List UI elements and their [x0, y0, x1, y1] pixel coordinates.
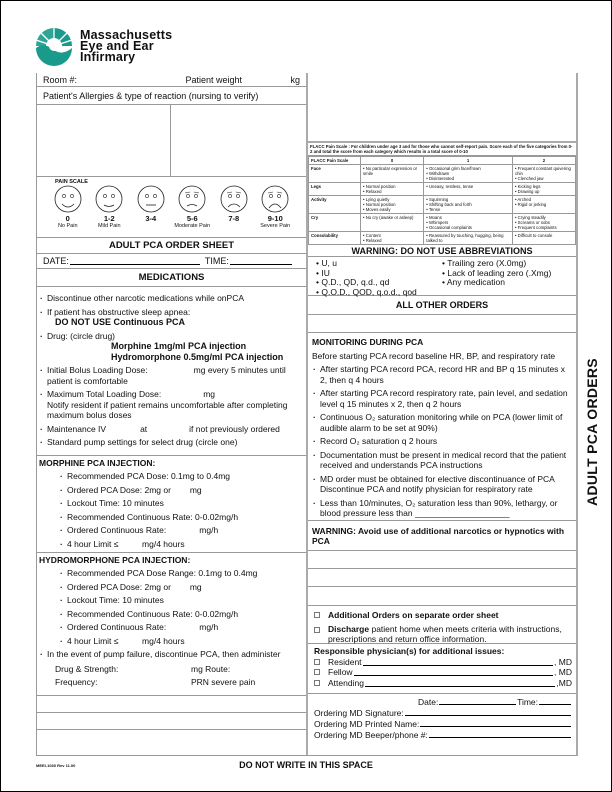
- face-icon: [261, 185, 289, 213]
- pain-face-number: 1-2: [103, 214, 115, 223]
- flacc-descriptor: • Relaxed: [363, 238, 421, 243]
- time-field[interactable]: [230, 257, 292, 265]
- prn-label: PRN severe pain: [191, 676, 256, 687]
- physician-role: Fellow: [328, 667, 353, 677]
- flacc-cell: [424, 232, 513, 245]
- beeper-field[interactable]: [429, 730, 571, 738]
- pain-face: [216, 185, 252, 230]
- additional-orders-label: Additional Orders on separate order sheet: [328, 610, 499, 620]
- blank-row-r3[interactable]: [308, 587, 576, 606]
- flacc-header-row: [309, 157, 576, 165]
- drug-hydromorphone[interactable]: Hydromorphone 0.5mg/ml PCA injection: [111, 351, 284, 362]
- flacc-descriptor: • Moves easily: [363, 207, 421, 212]
- hydromorphone-item: · 4 hour Limit ≤ mg/4 hours: [59, 636, 304, 647]
- flacc-category: Face: [309, 165, 361, 183]
- morphine-item: · Ordered Continuous Rate: mg/h: [59, 525, 304, 536]
- pain-scale-title: PAIN SCALE: [55, 179, 88, 185]
- flacc-cell: [424, 196, 513, 214]
- flacc-cell: [361, 214, 424, 232]
- signature-section: [308, 694, 576, 741]
- flacc-cell: [424, 165, 513, 183]
- additional-orders-checkbox[interactable]: [314, 612, 320, 618]
- flacc-descriptor: • Occasional complaints: [426, 225, 510, 230]
- flacc-descriptor: • Reassured by touching, hugging, being talked to: [426, 233, 510, 243]
- left-column: [36, 73, 307, 756]
- flacc-header: 0: [361, 157, 424, 165]
- other-orders-field[interactable]: [308, 315, 576, 333]
- blank-top-area: [308, 73, 576, 143]
- flacc-table: [308, 156, 576, 245]
- sig-time-field[interactable]: [539, 697, 571, 705]
- face-icon: [137, 185, 165, 213]
- abbreviation-item: • U, u: [316, 259, 442, 269]
- bolus-text: mg every 5 minutes until patient is comfortable: [47, 365, 286, 386]
- physicians-title: Responsible physician(s) for additional issues:: [314, 646, 505, 656]
- flacc-row: [309, 183, 576, 196]
- other-orders-title: ALL OTHER ORDERS: [308, 296, 576, 315]
- pain-face: [174, 185, 210, 230]
- abbreviation-item: • IU: [316, 269, 442, 279]
- med-b3: [39, 331, 304, 363]
- flacc-descriptor: • Difficult to console: [515, 233, 573, 238]
- do-not-write-notice: DO NOT WRITE IN THIS SPACE: [239, 760, 373, 770]
- right-column: [306, 73, 578, 756]
- physician-role: Attending: [328, 677, 364, 688]
- route-label: mg Route:: [191, 663, 231, 674]
- medications-title: MEDICATIONS: [37, 269, 306, 287]
- weight-label: Patient weight: [185, 74, 243, 85]
- monitoring-item: · Record O₂ saturation q 2 hours: [312, 436, 572, 447]
- beeper-label: Ordering MD Beeper/phone #:: [314, 730, 428, 740]
- physician-suffix: , MD: [554, 656, 572, 667]
- pain-face: [133, 185, 169, 230]
- hydromorphone-section: [37, 553, 306, 696]
- flacc-category: Consolability: [309, 232, 361, 245]
- drug-strength-label: Drug & Strength:: [55, 663, 119, 674]
- flacc-row: [309, 165, 576, 183]
- abbreviation-item: • Q.D., QD, q.d., qd: [316, 278, 442, 288]
- drug-morphine[interactable]: Morphine 1mg/ml PCA injection: [111, 341, 247, 351]
- physician-suffix: ,MD: [556, 677, 572, 688]
- sleep-apnea-label: If patient has obstructive sleep apnea:: [47, 306, 191, 317]
- physician-role: Resident: [328, 656, 362, 667]
- abbreviation-item: • Trailing zero (X.0mg): [442, 259, 568, 269]
- sig-field[interactable]: [405, 708, 571, 716]
- allergies-field-right[interactable]: [171, 105, 306, 176]
- flacc-descriptor: • Content: [363, 233, 421, 238]
- kg-label: kg: [290, 74, 300, 85]
- max-loading-label: Maximum Total Loading Dose:: [47, 389, 162, 399]
- physician-suffix: , MD: [554, 667, 572, 677]
- pain-face-number: 0: [65, 214, 70, 223]
- flacc-cell: [512, 196, 575, 214]
- hydromorphone-title: HYDROMORPHONE PCA INJECTION:: [39, 555, 191, 565]
- med-b6: [39, 424, 304, 435]
- physician-checkbox[interactable]: [314, 669, 320, 675]
- allergies-fields: [37, 105, 306, 177]
- physicians-section: [308, 644, 576, 694]
- allergies-field-left[interactable]: [37, 105, 171, 176]
- flacc-descriptor: • Lying quietly: [363, 197, 421, 202]
- monitoring-item: · Continuous O₂ saturation monitoring while on PCA (lower limit of audible alarm to be set at 90%): [312, 412, 572, 433]
- printed-name-field[interactable]: [420, 719, 571, 727]
- pain-scale: [37, 177, 306, 238]
- logo-emblem-icon: [34, 26, 74, 66]
- allergies-label: Patient's Allergies & type of reaction (nursing to verify): [37, 87, 306, 105]
- hydromorphone-item: · Lockout Time: 10 minutes: [59, 595, 304, 606]
- abbreviations-list: [308, 257, 576, 296]
- flacc-cell: [361, 183, 424, 196]
- flacc-descriptor: • Screams or sobs: [515, 220, 573, 225]
- monitoring-intro: Before starting PCA record baseline HR, BP, and respiratory rate: [312, 351, 556, 361]
- bolus-label: Initial Bolus Loading Dose:: [47, 365, 148, 375]
- flacc-header: 1: [424, 157, 513, 165]
- pain-face-number: 9-10: [267, 214, 283, 223]
- form-number: MEEI-1030 Rev 11.00: [36, 763, 76, 768]
- flacc-descriptor: • Shifting back and forth: [426, 202, 510, 207]
- flacc-descriptor: • Kicking legs: [515, 184, 573, 189]
- logo-line1: Massachusetts: [80, 27, 173, 42]
- flacc-cell: [424, 214, 513, 232]
- flacc-cell: [361, 165, 424, 183]
- blank-row-3[interactable]: [37, 730, 306, 746]
- logo-line3: Infirmary: [80, 49, 136, 64]
- flacc-category: Cry: [309, 214, 361, 232]
- physician-name-field[interactable]: [363, 658, 553, 666]
- maintenance-label: Maintenance IV: [47, 423, 107, 434]
- flacc-descriptor: • Squirming: [426, 197, 510, 202]
- physician-name-field[interactable]: [365, 679, 555, 687]
- date-label: DATE:: [43, 256, 69, 266]
- flacc-descriptor: • Drawing up: [515, 189, 573, 194]
- monitoring-item: · MD order must be obtained for elective discontinuance of PCA Discontinue PCA and notify physician for respiratory rate: [312, 474, 572, 495]
- logo: [34, 26, 172, 66]
- monitoring-item: · After starting PCA record PCA, record HR and BP q 15 minutes x 2, then q 4 hours: [312, 364, 572, 385]
- flacc-descriptor: • Tense: [426, 207, 510, 212]
- flacc-cell: [512, 165, 575, 183]
- monitoring-item: · After starting PCA record respiratory rate, pain level, and sedation level q 15 minutes x 2, then q 2 hours: [312, 388, 572, 409]
- flacc-descriptor: • Frequent complaints: [515, 225, 573, 230]
- hydromorphone-item: · Recommended PCA Dose Range: 0.1mg to 0.4mg: [59, 568, 304, 579]
- flacc-descriptor: • Occasional grim face/frown: [426, 166, 510, 171]
- morphine-item: · 4 hour Limit ≤ mg/4 hours: [59, 539, 304, 550]
- sig-label: Ordering MD Signature:: [314, 708, 404, 718]
- med-b7: · Standard pump settings for select drug (circle one): [39, 437, 304, 448]
- logo-line2: Eye and Ear: [80, 38, 154, 53]
- flacc-descriptor: • Clenched jaw: [515, 176, 573, 181]
- flacc-header: 2: [512, 157, 575, 165]
- med-b5: [39, 389, 304, 421]
- discharge-label: Discharge: [328, 623, 370, 634]
- flacc-descriptor: • Rigid or jerking: [515, 202, 573, 207]
- pain-face-label: Moderate Pain: [174, 223, 211, 229]
- flacc-descriptor: • Disinterested: [426, 176, 510, 181]
- physician-row: [314, 667, 572, 678]
- morphine-item: · Ordered PCA Dose: 2mg or mg: [59, 485, 304, 496]
- physician-name-field[interactable]: [354, 668, 553, 676]
- monitoring-section: [308, 333, 576, 521]
- drug-label: Drug: (circle drug): [47, 330, 116, 341]
- flacc-descriptor: • Whimpers: [426, 220, 510, 225]
- flacc-descriptor: • Uneasy, restless, tense: [426, 184, 510, 189]
- notify-text: Notify resident if patient remains uncomfortable after completing maximum bolus doses: [47, 399, 288, 420]
- narcotics-warning: WARNING: Avoid use of additional narcotics or hypnotics with PCA: [308, 521, 576, 551]
- flacc-cell: [512, 183, 575, 196]
- morphine-title: MORPHINE PCA INJECTION:: [39, 458, 156, 468]
- pain-face-label: No Pain: [57, 223, 78, 229]
- monitoring-title: MONITORING DURING PCA: [312, 337, 424, 347]
- face-icon: [54, 185, 82, 213]
- flacc-cell: [512, 214, 575, 232]
- flacc-descriptor: • Frequent constant quivering chin: [515, 166, 573, 176]
- flacc-intro: FLACC Pain Scale : For children under age 3 and for those who cannot self-report pain. Score each of the five categories from 0-2 and total the score from each category which results in a total score of 0-10: [308, 143, 576, 156]
- face-icon: [178, 185, 206, 213]
- flacc-descriptor: • Crying steadily: [515, 215, 573, 220]
- hydromorphone-item: · Recommended Continuous Rate: 0-0.02mg/h: [59, 609, 304, 620]
- abbreviation-item: • Any medication: [442, 278, 568, 288]
- pump-failure-text: · In the event of pump failure, discontinue PCA, then administer: [39, 649, 304, 660]
- no-continuous-warning: DO NOT USE Continuous PCA: [55, 317, 185, 327]
- flacc-scale: [308, 143, 576, 245]
- room-weight-row: [37, 73, 306, 87]
- blank-row-r1[interactable]: [308, 551, 576, 569]
- face-icon: [95, 185, 123, 213]
- flacc-cell: [424, 183, 513, 196]
- time-label: TIME:: [204, 256, 229, 266]
- face-icon: [220, 185, 248, 213]
- morphine-section: [37, 456, 306, 553]
- flacc-category: Activity: [309, 196, 361, 214]
- date-time-row: [37, 254, 306, 269]
- abbreviation-item: • Q.O.D., QOD, q.o.d., qod: [316, 288, 442, 298]
- discharge-checkbox[interactable]: [314, 627, 320, 633]
- flacc-descriptor: • Withdrawn: [426, 171, 510, 176]
- pain-face-number: 3-4: [145, 214, 157, 223]
- blank-row-2[interactable]: [37, 713, 306, 730]
- abbreviation-item: • Lack of leading zero (.Xmg): [442, 269, 568, 279]
- discharge-text: patient home when meets criteria with instructions, prescriptions and return office information.: [328, 623, 562, 644]
- monitoring-item: · Documentation must be present in medical record that the patient received and understands PCA instructions: [312, 450, 572, 471]
- sig-date-label: Date:: [418, 697, 439, 707]
- flacc-descriptor: • Relaxed: [363, 189, 421, 194]
- flacc-row: [309, 214, 576, 232]
- date-field[interactable]: [70, 257, 200, 265]
- medications-body: [37, 287, 306, 456]
- flacc-row: [309, 196, 576, 214]
- checkbox-section: [308, 606, 576, 644]
- morphine-item: · Lockout Time: 10 minutes: [59, 498, 304, 509]
- maintenance-text: if not previously ordered: [189, 423, 280, 434]
- pain-face: [91, 185, 127, 230]
- monitoring-item: · Less than 10/minutes, O₂ saturation less than 90%, lethargy, or blood pressure less than ____________________: [312, 498, 572, 519]
- flacc-header: FLACC Pain Scale: [309, 157, 361, 165]
- flacc-descriptor: • No cry (awake or asleep): [363, 215, 421, 220]
- sig-time-label: Time:: [517, 697, 538, 707]
- printed-name-label: Ordering MD Printed Name:: [314, 719, 420, 729]
- physician-checkbox[interactable]: [314, 680, 320, 686]
- side-title: ADULT PCA ORDERS: [584, 358, 600, 506]
- flacc-descriptor: • Arched: [515, 197, 573, 202]
- flacc-cell: [361, 196, 424, 214]
- abbreviations-title: WARNING: DO NOT USE ABBREVIATIONS: [308, 245, 576, 257]
- sheet-title: ADULT PCA ORDER SHEET: [37, 238, 306, 254]
- med-b4: [39, 365, 304, 386]
- flacc-descriptor: • No particular expression or smile: [363, 166, 421, 176]
- blank-row-r2[interactable]: [308, 569, 576, 587]
- flacc-cell: [361, 232, 424, 245]
- flacc-descriptor: • Moans: [426, 215, 510, 220]
- blank-row-1[interactable]: [37, 696, 306, 713]
- pain-face-number: 5-6: [186, 214, 198, 223]
- pain-face-label: Severe Pain: [260, 223, 291, 229]
- hydromorphone-item: · Ordered PCA Dose: 2mg or mg: [59, 582, 304, 593]
- pain-face: [257, 185, 293, 230]
- flacc-cell: [512, 232, 575, 245]
- med-b1: · Discontinue other narcotic medications while onPCA: [39, 293, 304, 304]
- pain-face-label: Mild Pain: [97, 223, 121, 229]
- physician-checkbox[interactable]: [314, 659, 320, 665]
- flacc-descriptor: • Normal position: [363, 184, 421, 189]
- morphine-item: · Recommended PCA Dose: 0.1mg to 0.4mg: [59, 471, 304, 482]
- morphine-item: · Recommended Continuous Rate: 0-0.02mg/h: [59, 512, 304, 523]
- pain-face: [50, 185, 86, 230]
- pain-face-number: 7-8: [228, 214, 240, 223]
- frequency-label: Frequency:: [55, 676, 98, 687]
- max-loading-unit: mg: [203, 389, 215, 399]
- flacc-row: [309, 232, 576, 245]
- physician-row: [314, 657, 572, 668]
- room-label: Room #:: [43, 74, 78, 85]
- flacc-category: Legs: [309, 183, 361, 196]
- hydromorphone-item: · Ordered Continuous Rate: mg/h: [59, 622, 304, 633]
- physician-row: [314, 678, 572, 689]
- sig-date-field[interactable]: [439, 697, 516, 705]
- maintenance-at: at: [140, 423, 148, 434]
- flacc-descriptor: • Normal position: [363, 202, 421, 207]
- med-b2: [39, 307, 304, 328]
